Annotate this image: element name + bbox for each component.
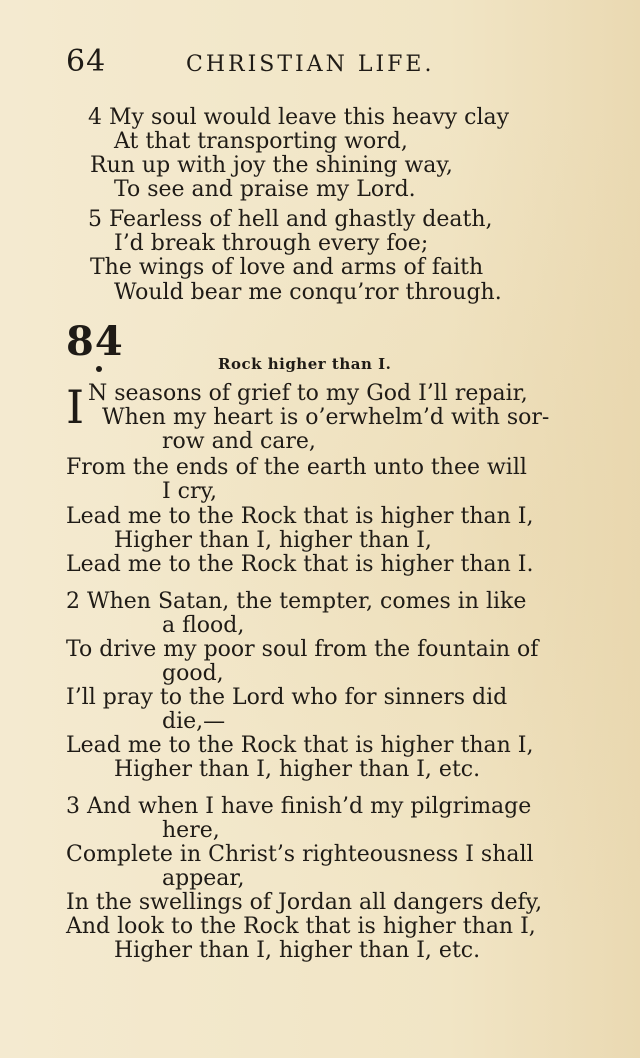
- verse-line: die,—: [162, 709, 226, 734]
- verse-line: The wings of love and arms of faith: [90, 255, 484, 280]
- hymn-title: Rock higher than I.: [218, 355, 392, 373]
- verse-line: a flood,: [162, 613, 245, 638]
- verse-line: I cry,: [162, 479, 218, 504]
- verse-line: 4 My soul would leave this heavy clay: [88, 105, 510, 130]
- verse-line: I’ll pray to the Lord who for sinners did: [66, 685, 508, 710]
- running-head: CHRISTIAN LIFE.: [186, 52, 435, 77]
- verse-line: I’d break through every foe;: [114, 231, 429, 256]
- verse-line: here,: [162, 818, 220, 843]
- hymn-number: 84: [66, 318, 124, 365]
- verse-line: When my heart is o’erwhelm’d with sor-: [102, 405, 550, 430]
- verse-line: row and care,: [162, 429, 316, 454]
- verse-line: Would bear me conqu’ror through.: [114, 280, 502, 305]
- verse-line: 2 When Satan, the tempter, comes in like: [66, 589, 527, 614]
- verse-line: To drive my poor soul from the fountain of: [66, 637, 539, 662]
- verse-line: 5 Fearless of hell and ghastly death,: [88, 207, 493, 232]
- verse-line: From the ends of the earth unto thee will: [66, 455, 527, 480]
- verse-line: good,: [162, 661, 224, 686]
- print-mark: [96, 366, 102, 372]
- page-number: 64: [66, 44, 107, 79]
- verse-line: Complete in Christ’s righteousness I shall: [66, 842, 534, 867]
- verse-line: To see and praise my Lord.: [114, 177, 416, 202]
- verse-line: N seasons of grief to my God I’ll repair,: [88, 381, 528, 406]
- page-header: [66, 44, 566, 84]
- verse-line: Higher than I, higher than I, etc.: [114, 938, 481, 963]
- verse-line: At that transporting word,: [114, 129, 408, 154]
- verse-line: Run up with joy the shining way,: [90, 153, 453, 178]
- verse-line: Lead me to the Rock that is higher than I.: [66, 552, 534, 577]
- verse-line: appear,: [162, 866, 245, 891]
- verse-line: In the swellings of Jordan all dangers defy,: [66, 890, 543, 915]
- verse-line: 3 And when I have finish’d my pilgrimage: [66, 794, 532, 819]
- verse-line: And look to the Rock that is higher than I,: [66, 914, 536, 939]
- verse-line: Higher than I, higher than I,: [114, 528, 432, 553]
- verse-line: Higher than I, higher than I, etc.: [114, 757, 481, 782]
- verse-line: Lead me to the Rock that is higher than I,: [66, 504, 534, 529]
- verse-line: Lead me to the Rock that is higher than I,: [66, 733, 534, 758]
- drop-cap: I: [66, 380, 85, 434]
